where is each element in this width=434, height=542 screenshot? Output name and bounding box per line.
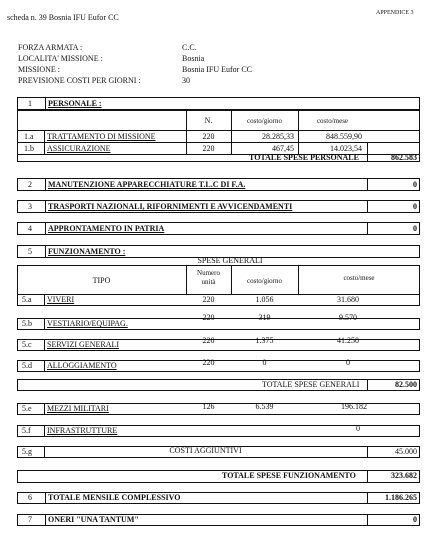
localita-label: LOCALITA' MISSIONE : (18, 54, 103, 63)
section-1-num: 1 (28, 99, 32, 108)
row-5a-label: VIVERI (47, 295, 75, 304)
row-1a-n: 220 (202, 132, 215, 141)
row-5c-code: 5.c (22, 340, 32, 349)
row-5a-n: 220 (202, 295, 215, 304)
row-5d-mese: 0 (346, 358, 350, 367)
section-4-title: APPRONTAMENTO IN PATRIA (48, 224, 165, 233)
row-5b-code: 5.b (22, 319, 32, 328)
row-5g-value: 45.000 (395, 447, 417, 456)
row-5f-code: 5.f (22, 426, 31, 435)
row-5a-giorno: 1.056 (255, 295, 274, 304)
row-1a-giorno: 28.285,33 (262, 132, 294, 141)
section-7-title: ONERI "UNA TANTUM" (48, 515, 139, 524)
row-1b-giorno: 467,45 (272, 144, 294, 153)
row-5c-giorno: 1.375 (255, 336, 274, 345)
row-1b-label: ASSICURAZIONE (47, 144, 111, 153)
section-6-title: TOTALE MENSILE COMPLESSIVO (48, 493, 181, 502)
row-5e-code: 5.e (22, 404, 32, 413)
totale-spese-generali-label: TOTALE SPESE GENERALI (262, 380, 360, 389)
row-5d-n: 220 (202, 358, 215, 367)
previsione-value: 30 (182, 76, 190, 85)
totale-spese-generali-value: 82.500 (395, 380, 417, 389)
col-mese-header-5: costo/mese (343, 274, 375, 282)
section-3-value: 0 (413, 202, 417, 211)
section-5-num: 5 (28, 247, 32, 256)
col-costo-mese-header: costo/mese (316, 117, 349, 125)
row-1a-code: 1.a (24, 132, 34, 141)
row-5a-code: 5.a (22, 295, 32, 304)
totale-funzionamento-row (17, 470, 420, 483)
totale-funzionamento-label: TOTALE SPESE FUNZIONAMENTO (222, 471, 356, 480)
totale-personale-value: 862.583 (391, 153, 417, 162)
row-1b-n: 220 (202, 144, 215, 153)
row-5f-mese: 0 (356, 424, 360, 433)
row-5b-giorno: 319 (258, 313, 271, 322)
row-1b-code: 1.b (24, 144, 34, 153)
col-numero-header: Numero (197, 269, 220, 277)
section-1-title: PERSONALE : (48, 99, 102, 108)
row-5d-code: 5.d (22, 361, 32, 370)
totale-spese-generali-row (17, 379, 420, 391)
row-5f-label: INFRASTRUTTURE (47, 426, 118, 435)
row-1b-mese: 14.023,54 (330, 144, 362, 153)
row-5c-label: SERVIZI GENERALI (47, 340, 120, 349)
col-n-header: N. (204, 116, 213, 125)
row-5a-mese: 31.680 (337, 295, 359, 304)
row-5e-n: 126 (202, 402, 215, 411)
section-3-title: TRASPORTI NAZIONALI, RIFORNIMENTI E AVVICENDAMENTI (48, 202, 293, 211)
row-5b-mese: 9.570 (339, 313, 357, 322)
appendice-label: APPENDICE 3 (376, 10, 414, 16)
row-5e-mese: 196.182 (341, 402, 367, 411)
row-5g-code: 5.g (22, 447, 32, 456)
forza-armata-value: C.C. (182, 43, 197, 52)
scheda-label: scheda n. 39 Bosnia IFU Eufor CC (7, 13, 119, 22)
previsione-label: PREVISIONE COSTI PER GIORNI : (18, 76, 141, 85)
section-7-num: 7 (28, 515, 32, 524)
col-costo-giorno-header: costo/giorno (247, 117, 282, 125)
section-6-value: 1.186.265 (385, 493, 417, 502)
col-giorno-header-5: costo/giorno (247, 277, 282, 285)
row-5g-label: COSTI AGGIUNTIVI (169, 446, 242, 455)
row-5c-mese: 41.250 (337, 336, 359, 345)
row-1a-mese: 848.559,90 (326, 132, 362, 141)
col-unita-header: unità (201, 278, 216, 286)
row-5d-giorno: 0 (262, 358, 267, 367)
section-6-num: 6 (28, 493, 32, 502)
missione-label: MISSIONE : (18, 65, 61, 74)
row-5b-label: VESTIARIO/EQUIPAG. (47, 319, 128, 328)
row-5e-giorno: 6.539 (255, 402, 274, 411)
section-2-value: 0 (413, 180, 417, 189)
row-5d-label: ALLOGGIAMENTO (47, 361, 117, 370)
missione-value: Bosnia IFU Eufor CC (182, 65, 252, 74)
section-2-num: 2 (28, 180, 32, 189)
forza-armata-label: FORZA ARMATA : (18, 43, 83, 52)
section-7-value: 0 (413, 515, 417, 524)
localita-value: Bosnia (182, 54, 205, 63)
row-5b-n: 220 (202, 313, 215, 322)
section-5-title: FUNZIONAMENTO : (48, 247, 126, 256)
row-5c-n: 220 (202, 336, 215, 345)
totale-funzionamento-value: 323.682 (391, 471, 417, 480)
section-4-value: 0 (413, 224, 417, 233)
row-5e-label: MEZZI MILITARI (47, 404, 109, 413)
col-tipo-header: TIPO (92, 276, 111, 285)
spese-generali-header: SPESE GENERALI (197, 256, 263, 265)
row-1a-label: TRATTAMENTO DI MISSIONE (47, 132, 156, 141)
totale-personale-label: TOTALE SPESE PERSONALE (249, 153, 359, 162)
section-4-num: 4 (28, 224, 32, 233)
section-3-num: 3 (28, 202, 32, 211)
section-2-title: MANUTENZIONE APPARECCHIATURE T.L.C DI F.A. (48, 180, 246, 189)
